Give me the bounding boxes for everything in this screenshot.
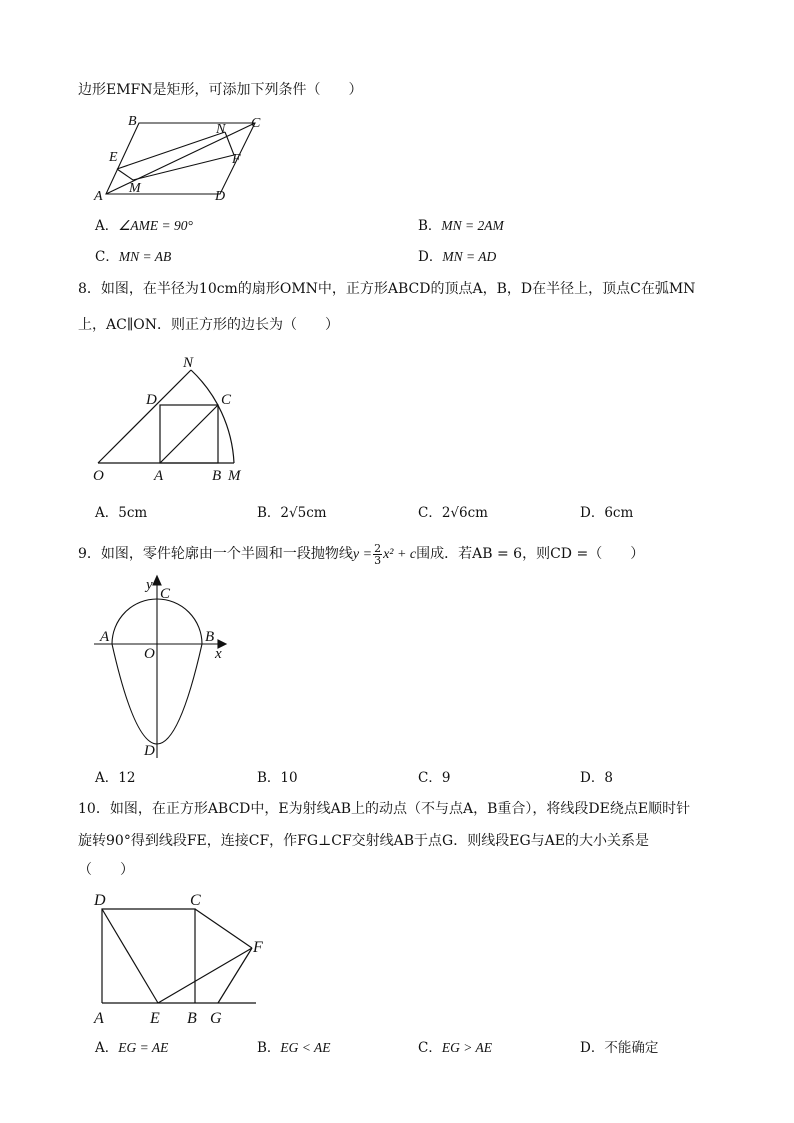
q9-label-O: O [144, 646, 155, 662]
q8-option-c: C．2√6cm [418, 505, 488, 521]
q7-stem-tail: 边形EMFN是矩形，可添加下列条件（ ） [78, 82, 363, 98]
q9-figure [88, 572, 238, 764]
q8-figure [88, 350, 258, 485]
q10-label-B: B [187, 1010, 197, 1027]
q9-option-d: D．8 [580, 770, 613, 786]
q7-option-c: C．MN = AB [95, 249, 172, 265]
q9-label-A: A [100, 629, 110, 645]
q7-label-M: M [129, 181, 141, 196]
q7-label-N: N [216, 122, 226, 137]
q7-label-A: A [94, 189, 103, 204]
q7-label-C: C [251, 116, 261, 131]
q9-fraction: $\frac{2}{3}$ [374, 541, 382, 567]
q8-label-C: C [221, 392, 232, 408]
q8-option-d: D．6cm [580, 505, 634, 521]
q10-option-d: D．不能确定 [580, 1040, 659, 1056]
q10-label-C: C [190, 892, 201, 909]
q9-option-c: C．9 [418, 770, 451, 786]
q8-stem-line2: 上，AC∥ON．则正方形的边长为（ ） [78, 317, 340, 333]
q10-stem-line3: （ ） [78, 862, 134, 878]
q9-stem: 9．如图，零件轮廓由一个半圆和一段抛物线y = $\frac{2}{3}$ x² + c围成．若AB = 6，则CD =（ ） [78, 541, 645, 567]
q10-option-b: B．EG < AE [257, 1040, 331, 1056]
q8-label-M: M [228, 468, 241, 484]
q9-option-a: A．12 [95, 770, 136, 786]
q10-label-E: E [150, 1010, 160, 1027]
q10-stem-line1: 10．如图，在正方形ABCD中，E为射线AB上的动点（不与点A，B重合），将线段DE绕点E顺时针 [78, 801, 691, 817]
q10-label-D: D [94, 892, 106, 909]
q7-label-F: F [232, 152, 241, 167]
q9-label-C: C [160, 586, 171, 602]
q9-option-b: B．10 [257, 770, 298, 786]
q10-label-G: G [210, 1010, 222, 1027]
q7-option-a: A．∠AME = 90° [95, 218, 193, 234]
q9-label-B: B [205, 629, 215, 645]
q10-option-a: A．EG = AE [95, 1040, 169, 1056]
q10-stem-line2: 旋转90°得到线段FE，连接CF，作FG⊥CF交射线AB于点G．则线段EG与AE的大小关系是 [78, 833, 649, 849]
q8-label-D: D [146, 392, 157, 408]
q8-option-a: A．5cm [95, 505, 148, 521]
q9-label-D: D [144, 743, 155, 759]
q10-figure [88, 885, 268, 1030]
q7-label-E: E [109, 150, 118, 165]
q9-label-x: x [215, 646, 222, 662]
q7-option-d: D．MN = AD [418, 249, 497, 265]
q7-figure [88, 108, 278, 204]
q9-label-y: y [146, 577, 153, 593]
q8-option-b: B．2√5cm [257, 505, 327, 521]
q7-option-b: B．MN = 2AM [418, 218, 504, 234]
q10-option-c: C．EG > AE [418, 1040, 492, 1056]
q8-label-O: O [93, 468, 104, 484]
q7-label-B: B [128, 114, 137, 129]
q8-stem-line1: 8．如图，在半径为10cm的扇形OMN中，正方形ABCD的顶点A，B，D在半径上，顶点C在弧MN [78, 281, 696, 297]
q10-label-F: F [253, 939, 263, 956]
q7-label-D: D [215, 189, 226, 204]
q8-label-B: B [212, 468, 222, 484]
q8-label-A: A [154, 468, 164, 484]
q10-label-A: A [94, 1010, 104, 1027]
q8-label-N: N [183, 355, 194, 371]
